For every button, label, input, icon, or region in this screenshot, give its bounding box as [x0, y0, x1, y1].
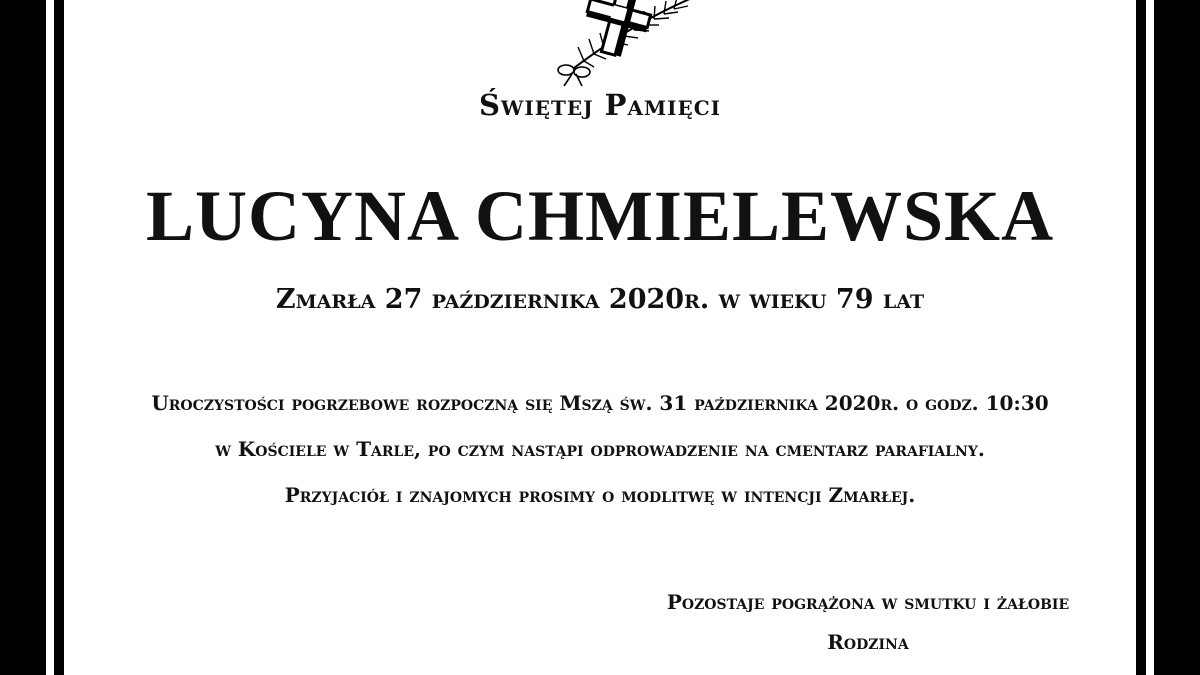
funeral-details	[64, 380, 1136, 518]
ceremony-line: Przyjaciół i znajomych prosimy o modlitwę w intencji Zmarłej.	[284, 483, 916, 507]
right-black-band	[1154, 0, 1200, 675]
left-black-band	[0, 0, 46, 675]
death-date-line: Zmarła 27 października 2020r. w wieku 79 lat	[275, 284, 925, 315]
cross-with-palm-branch-icon	[504, 0, 704, 88]
left-frame-line	[54, 0, 64, 675]
ceremony-line: Uroczystości pogrzebowe rozpoczną się Mszą św. 31 października 2020r. o godz. 10:30	[151, 391, 1049, 415]
ceremony-line: w Kościele w Tarle, po czym nastąpi odprowadzenie na cmentarz parafialny.	[215, 437, 985, 461]
deceased-name: LUCYNA CHMIELEWSKA	[145, 176, 1055, 256]
obituary-content	[64, 0, 1136, 675]
right-frame-line	[1136, 0, 1146, 675]
closing-block	[618, 582, 1118, 662]
heading-in-memoriam: Świętej Pamięci	[478, 88, 722, 122]
family-signature: Rodzina	[827, 630, 909, 654]
mourning-line: Pozostaje pogrążona w smutku i żałobie	[666, 590, 1070, 614]
